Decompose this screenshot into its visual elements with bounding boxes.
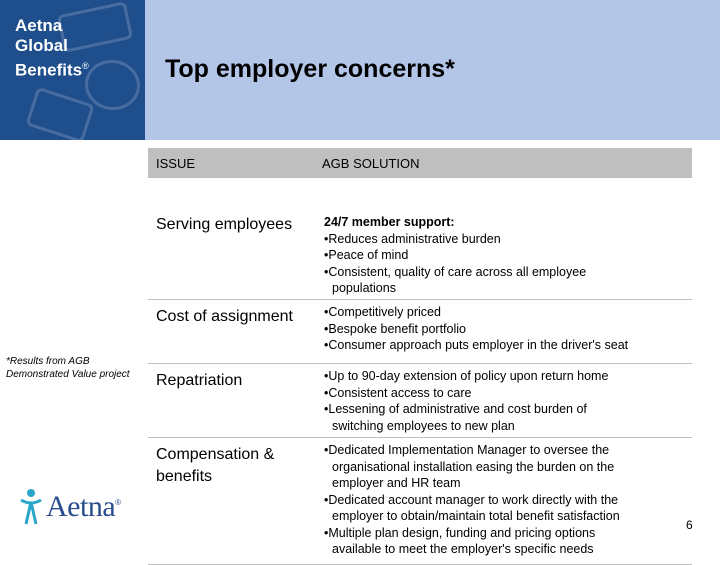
solution-bullet-continued: employer and HR team: [332, 476, 461, 490]
brand-line-1: Aetna: [15, 16, 63, 35]
solution-bullet: •Consistent access to care: [324, 385, 472, 400]
table-row: [148, 438, 692, 565]
solution-bullet-continued: switching employees to new plan: [332, 418, 515, 433]
stamp-decoration: [25, 87, 94, 140]
solution-bullet: •Reduces administrative burden: [324, 231, 501, 246]
aetna-figure-icon: [20, 488, 42, 526]
solution-cell: [324, 178, 692, 299]
header-solution: AGB SOLUTION: [322, 155, 420, 171]
issue-cell: Cost of assignment: [156, 308, 293, 325]
logo-word: Aetna: [46, 490, 116, 523]
solution-cell: [324, 438, 692, 564]
brand-panel: [0, 0, 145, 140]
table-header: [148, 148, 692, 178]
solution-bullet: •Multiple plan design, funding and pricing options: [324, 525, 596, 540]
brand-wordmark: [15, 16, 89, 81]
solution-bullet: •Peace of mind: [324, 248, 409, 262]
solution-cell: [324, 364, 692, 437]
brand-registered-mark: ®: [82, 61, 89, 71]
solution-lead: 24/7 member support:: [324, 215, 455, 229]
aetna-logo-text: [46, 490, 121, 524]
table-row: [148, 364, 692, 438]
table-row: [148, 300, 692, 364]
header-issue: ISSUE: [156, 155, 196, 171]
solution-bullet: •Consistent, quality of care across all employee: [324, 264, 587, 279]
solution-bullet: •Bespoke benefit portfolio: [324, 321, 466, 336]
solution-bullet: •Consumer approach puts employer in the driver's seat: [324, 338, 629, 352]
brand-line-2: Global: [15, 36, 68, 55]
brand-line-3: Benefits: [15, 60, 83, 80]
footnote: *Results from AGB Demonstrated Value project: [6, 356, 130, 380]
solution-bullet: •Dedicated account manager to work directly with the: [324, 492, 619, 507]
solution-bullet: •Up to 90-day extension of policy upon return home: [324, 369, 609, 383]
solution-bullet-continued: employer to obtain/maintain total benefit satisfaction: [332, 509, 620, 523]
issue-cell: Repatriation: [156, 372, 243, 389]
logo-registered-mark: ®: [115, 498, 121, 507]
issue-cell: Compensation & benefits: [156, 446, 275, 485]
aetna-logo: [20, 488, 145, 528]
solution-bullet: •Competitively priced: [324, 305, 441, 319]
concerns-table: [148, 148, 692, 565]
solution-bullet-continued: populations: [332, 281, 396, 295]
solution-cell: [324, 300, 692, 363]
solution-bullet: •Dedicated Implementation Manager to oversee the: [324, 443, 610, 457]
table-row: [148, 178, 692, 300]
page-number: 6: [686, 518, 693, 532]
solution-bullet: •Lessening of administrative and cost burden of: [324, 402, 587, 416]
solution-bullet-continued: available to meet the employer's specific needs: [332, 542, 594, 556]
issue-cell: Serving employees: [156, 216, 293, 233]
solution-bullet-continued: organisational installation easing the burden on the: [332, 459, 615, 474]
page-title: Top employer concerns*: [165, 55, 455, 83]
